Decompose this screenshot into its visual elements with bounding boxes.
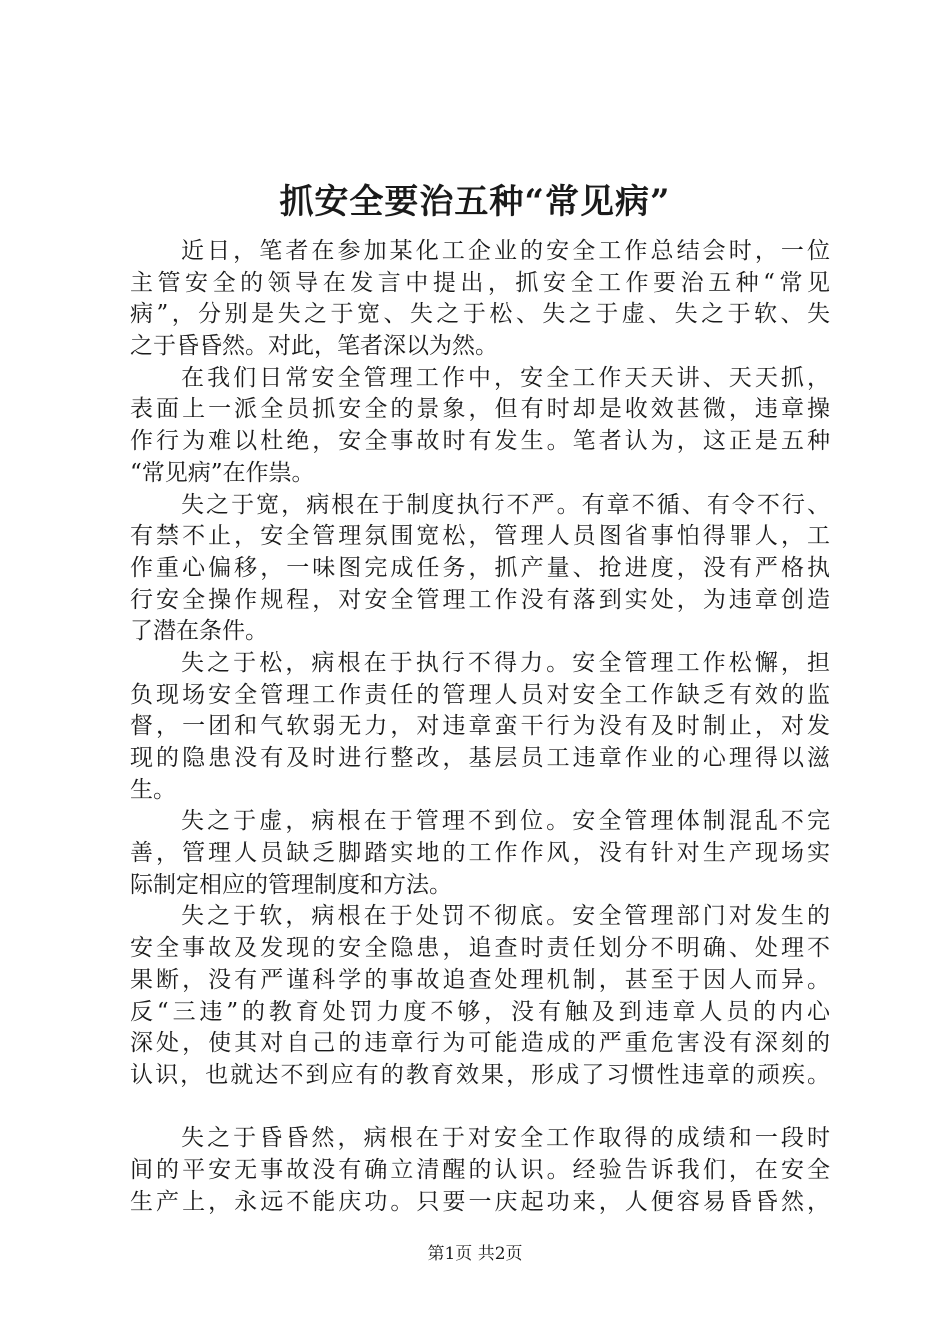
text-line: 主管安全的领导在发言中提出，抓安全工作要治五种“常见 [130, 269, 830, 296]
text-line: 善，管理人员缺乏脚踏实地的工作作风，没有针对生产现场实 [130, 840, 830, 867]
text-line: 深处，使其对自己的违章行为可能造成的严重危害没有深刻的 [130, 1030, 830, 1057]
text-line: 了潜在条件。 [130, 618, 268, 645]
text-line: 病”，分别是失之于宽、失之于松、失之于虚、失之于软、失 [130, 301, 830, 328]
document-title: 抓安全要治五种“常见病” [279, 182, 671, 222]
paragraph-empty [130, 806, 830, 901]
text-line: 近日，笔者在参加某化工企业的安全工作总结会时，一位 [181, 238, 830, 264]
text-line: 生。 [130, 776, 176, 803]
paragraph-lenient [130, 490, 830, 648]
text-line: 表面上一派全员抓安全的景象，但有时却是收效甚微，违章操 [130, 396, 830, 423]
paragraph-context [130, 363, 830, 490]
text-line: 之于昏昏然。对此，笔者深以为然。 [130, 333, 498, 360]
text-line: 作重心偏移，一味图完成任务，抓产量、抢进度，没有严格执 [130, 554, 830, 581]
text-line: 认识，也就达不到应有的教育效果，形成了习惯性违章的顽疾。 [130, 1061, 830, 1088]
document-body [130, 236, 830, 1218]
paragraph-complacent [130, 1123, 830, 1218]
text-line: 失之于虚，病根在于管理不到位。安全管理体制混乱不完 [181, 808, 830, 835]
paragraph-soft [130, 901, 830, 1091]
text-line: 行安全操作规程，对安全管理工作没有落到实处，为违章创造 [130, 586, 830, 613]
text-line: 失之于宽，病根在于制度执行不严。有章不循、有令不行、 [181, 491, 830, 518]
page-number-footer: 第1页 共2页 [427, 1244, 523, 1264]
text-line: 际制定相应的管理制度和方法。 [130, 871, 452, 898]
text-line: 现的隐患没有及时进行整改，基层员工违章作业的心理得以滋 [130, 745, 830, 771]
text-line: “常见病”在作祟。 [130, 459, 315, 486]
paragraph-intro [130, 236, 830, 363]
text-line: 在我们日常安全管理工作中，安全工作天天讲、天天抓， [181, 364, 830, 391]
text-line: 作行为难以杜绝，安全事故时有发生。笔者认为，这正是五种 [130, 428, 830, 455]
paragraph-loose [130, 648, 830, 806]
text-line: 失之于松，病根在于执行不得力。安全管理工作松懈，担 [181, 649, 830, 676]
text-line: 反“三违”的教育处罚力度不够，没有触及到违章人员的内心 [130, 998, 830, 1025]
text-line: 负现场安全管理工作责任的管理人员对安全工作缺乏有效的监 [130, 681, 830, 708]
text-line: 失之于软，病根在于处罚不彻底。安全管理部门对发生的 [181, 903, 830, 930]
text-line: 有禁不止，安全管理氛围宽松，管理人员图省事怕得罪人，工 [130, 523, 830, 550]
text-line: 生产上，永远不能庆功。只要一庆起功来，人便容易昏昏然， [130, 1188, 830, 1215]
text-line: 督，一团和气软弱无力，对违章蛮干行为没有及时制止，对发 [130, 713, 830, 740]
text-line: 果断，没有严谨科学的事故追查处理机制，甚至于因人而异。 [130, 966, 830, 993]
text-line: 安全事故及发现的安全隐患，追查时责任划分不明确、处理不 [130, 935, 830, 962]
text-line: 间的平安无事故没有确立清醒的认识。经验告诉我们，在安全 [130, 1156, 830, 1183]
paragraph-gap [130, 1092, 830, 1124]
text-line: 失之于昏昏然，病根在于对安全工作取得的成绩和一段时 [181, 1125, 830, 1152]
